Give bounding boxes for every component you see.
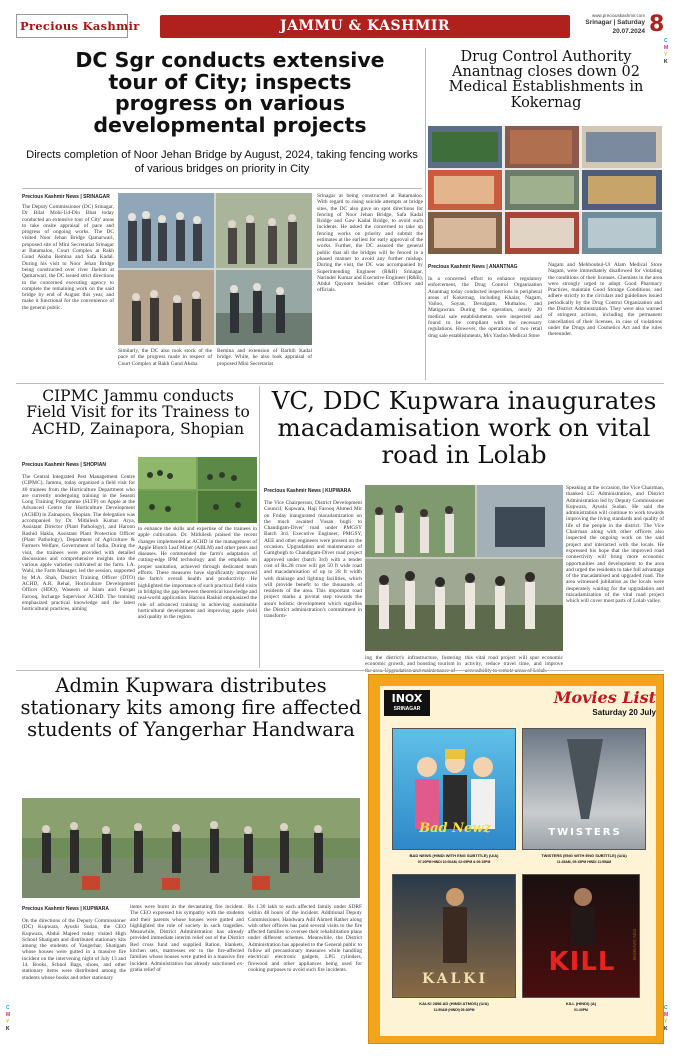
section-title: JAMMU & KASHMIR — [279, 18, 451, 34]
story1-col2: Similarly, the DC also took stock of the pace of the progress made in respect of Court Complex at Rakh Gund Aksha — [118, 348, 212, 367]
poster-twisters — [522, 728, 646, 850]
ad-side-text: BIGRAVO ADS — [632, 928, 637, 960]
story3-byline: Precious Kashmir News | SHOPIAN — [22, 462, 106, 468]
caption-bad-newz: BAD NEWS (HINDI WITH ENG SUBTITLE) (U/A) — [409, 853, 499, 858]
story4-photo — [365, 485, 563, 651]
divider-horizontal-mid — [16, 383, 664, 384]
cmyk-c: C — [664, 38, 668, 44]
times-kill: 01:30PM — [574, 1008, 588, 1012]
cmyk-y-bottom-right: Y — [664, 1019, 668, 1025]
caption-kill: KILL (HINDI) (A) — [565, 1001, 597, 1006]
cmyk-c-bottom-right: C — [664, 1005, 668, 1011]
divider-vertical-mid — [259, 386, 260, 668]
cmyk-y-bottom: Y — [6, 1019, 10, 1025]
poster-bad-newz-title: Bad Newz — [419, 821, 491, 836]
ad-title: Movies List — [553, 688, 656, 707]
story4-byline: Precious Kashmir News | KUPWARA — [264, 488, 351, 494]
story1-rule — [22, 188, 422, 189]
poster-twisters-funnel — [567, 739, 603, 819]
story1-col3: Bemina and extension of Barbih Kadal bridge. While, he also took appraisal of proposed Mini Secretariat — [217, 348, 312, 367]
cmyk-m-bottom: M — [6, 1012, 11, 1018]
cmyk-y: Y — [664, 52, 668, 58]
poster-kill — [522, 874, 640, 998]
inox-city: SRINAGAR — [393, 706, 421, 712]
cmyk-k: K — [664, 59, 668, 65]
poster-kill-title: KILL — [548, 947, 616, 977]
story4-headline: VC, DDC Kupwara inaugurates macadamisation work on vital road in Lolab — [271, 386, 657, 469]
divider-horizontal-low — [16, 670, 664, 671]
caption-twisters: TWISTERS (ENG WITH ENG SUBTITLE) (U/A) — [541, 853, 627, 858]
poster-bad-newz — [392, 728, 516, 850]
story1-col4: Srinagar at being constructed at Batamaloo. With regard to rising suicide attempts at bridge sites, the DC also gave on spot directions for fencing of Noor Jehan Bridge, Safa Kadal Bridge and Gaw Kadal Bridge, to avoid such incidents. He asked the concerned to take up fencing works on priority and submit the estimates at the earliest for early approval of the works. Further, the DC assured the general public that all the bridges will be fenced in a phased manner to avoid any further mishap. During the visit, the DC was accompanied by Superintending Engineer (R&B) Srinagar, Narinder Kumar and Executive Engineer (R&B), Abdul Qayoom besides other Officers and officials. — [317, 193, 423, 294]
times-twisters: 11:45AM, 05:15PM HINDI 11:55AM — [556, 860, 612, 864]
story4-col3: this vital road project will spur economic activity, reduce travel time, and improve — [465, 655, 563, 668]
cmyk-k-bottom-right: K — [664, 1026, 668, 1032]
website: www.preciouskashmir.com — [591, 13, 645, 18]
story5-col2: items were burnt in the devastating fire incident. The CEO expressed his sympathy with the students and their parents whose houses were gutted and highlighted the role of society in such tragedies. Meanwhile, District Administration has already provided immediate interim relief out of the District Red cross fund and supplied Ration, blankets, kitchen sets, mattresses etc to the fire-affected families whose houses were gutted in a massive fire incident. Administration has already sanctioned ex-gratia relief of — [130, 904, 244, 973]
caption-kalki: KALKI 2898 AD (HINDI ATMOS) (U/A) — [419, 1001, 489, 1006]
divider-vertical-top — [425, 48, 426, 380]
poster-kalki-title: KALKI — [421, 971, 489, 987]
poster-twisters-title: TWISTERS — [548, 827, 622, 838]
story5-col3: Rs 1.30 lakh to each affected family under SDRF within 48 hours of the incident. Additional Deputy Commissioner, Handwara Adil Ahmed Rather along with other officers has paid several visits to the fire affected families to oversee their rehabilitation plans under different schemes. Meanwhile, the District Administration has appealed to the General public to follow all precautionary measures while handling electrical/ electronic gadgets, LPG cylinders, firewood and other appliances being used for cooking purposes to avoid such fire incidents. — [248, 904, 362, 973]
masthead-brand: Precious Kashmir — [20, 19, 140, 33]
story2-col2: Nagam and Mehboobul-Ul Alam Medical Store Nagam, were immediately disallowed for violating the conditions of their licenses. Chemists in the area were strongly urged to adopt Good Pharmacy Practices, maintain Good Storage Conditions, and adhere strictly to the circulars and guidelines issued periodically by the Drug Control Organization and the District Administration. They were also warned of stringent actions, including the permanent cancellation of their licenses, in case of violations under the Drugs and Cosmetics Act and the rules thereunder. — [548, 262, 662, 338]
cmyk-c-bottom: C — [6, 1005, 10, 1011]
poster-kill-figure — [563, 885, 603, 945]
story5-byline: Precious Kashmir News | KUPWARA — [22, 906, 109, 912]
cmyk-m-bottom-right: M — [664, 1012, 669, 1018]
story1-headline: DC Sgr conducts extensive tour of City; inspects progress on various developmental projects — [75, 48, 385, 137]
story5-headline: Admin Kupwara distributes stationary kits among fire affected students of Yangerhar Handwara — [20, 674, 362, 741]
story2-byline: Precious Kashmir News | ANANTNAG — [428, 264, 518, 270]
story3-col1: The Central Integrated Pest Management Centre (CIPMC), Jammu, today organized a field visit for 40 trainees from the Horticulture Department who are currently undergoing training in the Season Long Training Programme (SLTP) on Apple at the Advanced Centre for Horticulture Development (ACHD) in Zainapora, Shopian. The delegation was accompanied by Dr. Mithilesh Kumar Arya, Assistant Director (Plant Pathology), and Haroon Rashid Hakla, Assistant Plant Protection Officer (Plant Pathology), Department of Agriculture & Farmers Welfare, Government of India. During the visit, the trainees were provided with detailed discussions and comprehensive insights into the various apple varieties cultivated at the farm. I.A. Wahi, the Farm Manager, led the session, supported by M.A. Shah, District Training Officer (DTO) ACHD, A.R. Rehal, Horticulture Development Officer (HDO), Waseem ul Islam and Furqan Farooq, Incharge Supervisor ACHD. The training emphasized practical knowledge and the latest horticultural practices, aiming — [22, 474, 135, 613]
story5-col1: On the directions of the Deputy Commissioner (DC) Kupwara, Ayushi Sudan, the CEO Kupwara, Abdul Majeed today visited High School Shatigam and distributed stationary kits among the students of Yangerhar, Shatigam whose houses were gutted in a massive fire incident on the intervening night of July 13 and 14. Books, School Bags, shoes, and other stationary items were distributed among the students whose books and other stationary — [22, 918, 126, 981]
times-bad-newz: 07:20PM HINDI 10:00AM, 02:05PM & 09:15PM — [417, 860, 491, 864]
page-number: 8 — [649, 12, 665, 37]
times-kalki: 11:50AM (HINDI) 05:30PM — [433, 1008, 475, 1012]
poster-bad-newz-figures — [403, 749, 507, 829]
inox-brand: INOX — [391, 692, 423, 705]
poster-kalki — [392, 874, 516, 998]
story1-byline: Precious Kashmir News | SRINAGAR — [22, 194, 110, 200]
story3-headline: CIPMC Jammu conducts Field Visit for its Trainess to ACHD, Zainapora, Shopian — [26, 387, 250, 438]
story1-deck: Directs completion of Noor Jehan Bridge by August, 2024, taking fencing works of various bridges on priority in City — [26, 149, 418, 175]
story3-col2: to enhance the skills and expertise of the trainees in apple cultivation. Dr. Mithilesh praised the recent changes implemented at ACHD in the management of Apple Blotch Leaf Miner (ABLM) and other pests and diseases. He commended the farm's adaptation of cutting-edge IPM technology and the emphasis on proper sanitation, achieved through dedicated team efforts. These measures have significantly improved the farm's overall health and productivity. He highlighted the importance of such practical field visits in bridging the gap between theoretical knowledge and real-world application. Haroon Rashid emphasized the role of advanced training in achieving sustainable horticultural development and improving apple yield and quality in the region. — [138, 526, 258, 621]
story2-photo — [428, 126, 662, 254]
poster-kalki-figure — [435, 885, 475, 963]
story1-photo — [118, 193, 312, 345]
story2-col1: In a concerted effort to enhance regulatory enforcement, the Drug Control Organization Anantnag today conducted inspections in peripheral areas of Kokernag, including Khalar, Nagam, Vailoo, Soyan, Devalgam, Muthaloo, and Matigawran. During the operation, nearly 20 medical sale establishments were inspected and found to be compliant with the necessary regulations. However, the operations of two retail drug sale establishments, M/s Yasfoo Medical Store — [428, 276, 542, 339]
story4-col1: The Vice Chairperson, District Development Council, Kupwara, Haji Farooq Ahmed Mir on Friday inaugurated macadamization on the much awaited Vusan bugh to Chandigam-Diver' road under PMGSY Batch 3rd. Executive Engineer, PMGSY, AEE and other engineers were present on the occasion. Upgradation and maintenance of Gamgbugh to Chandigam-Diver road project approved under (batch 3rd) with a tender cost of Rs.28 crore will get 50 ft wide road and macadamisation of up to 28 ft width with drainage and lighting facilities, which will provide benefit to the thousands of residents of the area. This important road project marks a pivotal step towards the area's holistic development which signifies the District administration's commitment in transform- — [264, 500, 362, 620]
story5-photo — [22, 798, 360, 898]
story3-photo — [138, 457, 257, 523]
story1-col1: The Deputy Commissioner (DC) Srinagar, Dr Bilal Mohi-Ud-Din Bhat today conducted an extensive tour of City' areas to take onsite appraisal of pace and progress of ongoing works. The DC visited Noor Jehan Bridge Qamarwari, proposed site of Mini Secretariat Srinagar at Batamaloo, Court Complex at Rakh Gund Aksha Bemina and Safa Kadal. During his visit to Noor Jehan Bridge being constructed over river Jhelum at Qamarwari, the DC issued strict directions to the concerned executing agency to complete the remaining work on the said bridge by end of August this year, and make it functional for the convenience of the general public. — [22, 204, 114, 311]
story4-col2: ing the district's infrastructure, fostering economic growth, and boosting tourism in — [365, 655, 461, 668]
cmyk-k-bottom: K — [6, 1026, 10, 1032]
ad-date: Saturday 20 July — [592, 708, 656, 717]
cmyk-m: M — [664, 45, 669, 51]
dateline: Srinagar | Saturday — [585, 19, 645, 26]
date: 20.07.2024 — [612, 28, 645, 35]
story4-col4: Speaking at the occasion, the Vice Chairman, thanked LG Administration, and District Administration led by Deputy Commissioner Kupwara, Ayushi Sudan. He said the administration will continue to work towards improving the living standards and quality of life of the people in the district. The Vice Chairman along with other officers also inspected the ongoing work on the said project and interacted with the locals. He expressed his hope that the improved road connectivity will bring more economic opportunities and development to the area and urged the residents to take full advantage of the macadamised and upgraded road. The area witnessed jubilation as the locals were desperately waiting for the upgradation and macadamization of the vital road project which will cover most parts of Lolab valley. — [566, 485, 664, 605]
story2-headline: Drug Control Authority Anantnag closes down 02 Medical Establishments in Kokernag — [448, 49, 644, 111]
